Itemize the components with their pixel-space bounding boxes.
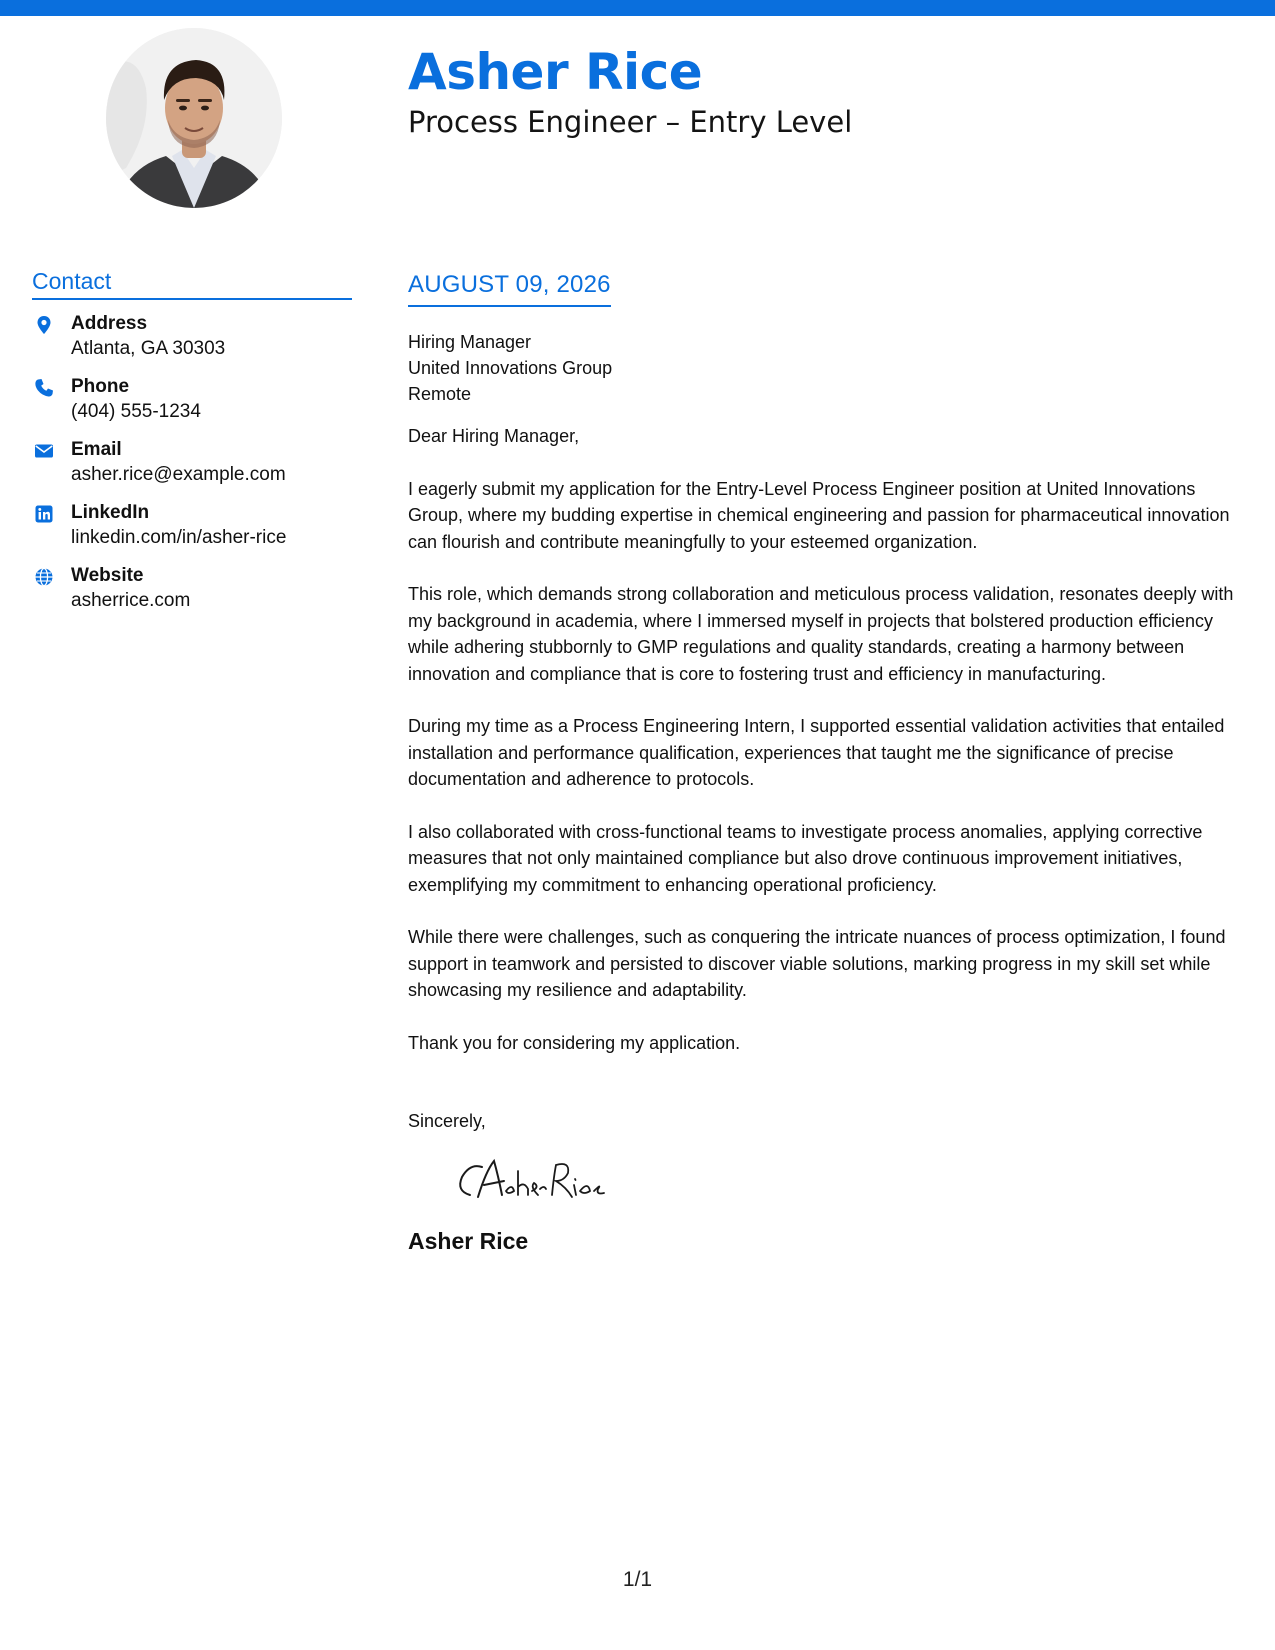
contact-value: asher.rice@example.com: [71, 464, 286, 485]
letter-paragraph: I also collaborated with cross-functional teams to investigate process anomalies, applying corrective measures that not only maintained compliance but also drove continuous improvement initiatives, exemplifying my commitment to enhancing operational proficiency.: [408, 821, 1203, 895]
contact-label: Address: [71, 313, 148, 334]
globe-icon: [34, 567, 54, 587]
map-pin-icon: [34, 315, 54, 335]
letter-paragraph: This role, which demands strong collaboration and meticulous process validation, resonates deeply with my background in academia, where I immersed myself in projects that bolstered production efficiency while adhering stubbornly to GMP regulations and quality standards, creating a harmony between innovation and compliance that is core to fostering trust and efficiency in manufacturing.: [408, 584, 1234, 684]
contact-label: Email: [71, 439, 122, 460]
recipient-line: Remote: [408, 384, 472, 404]
contact-value: Atlanta, GA 30303: [71, 338, 226, 359]
contact-list: [32, 312, 352, 627]
applicant-name: Asher Rice: [408, 43, 703, 101]
contact-item-address: [32, 312, 352, 375]
letter-paragraph: I eagerly submit my application for the Entry-Level Process Engineer position at United Innovations Group, where my budding expertise in chemical engineering and passion for pharmaceutical innovation can flourish and contribute meaningfully to your esteemed organization.: [408, 478, 1230, 552]
contact-item-linkedin: [32, 501, 352, 564]
phone-icon: [34, 378, 54, 398]
contact-sidebar: [32, 266, 352, 627]
letter-body: [408, 270, 1248, 1256]
contact-item-website: [32, 564, 352, 627]
letter-date: AUGUST 09, 2026: [408, 270, 611, 307]
contact-item-phone: [32, 375, 352, 438]
linkedin-icon: [34, 504, 54, 524]
contact-label: Website: [71, 565, 144, 586]
profile-photo: [106, 28, 282, 208]
top-accent-bar: [0, 0, 1275, 16]
closing: Sincerely,: [408, 1111, 486, 1131]
salutation: Dear Hiring Manager,: [408, 426, 580, 446]
recipient-line: United Innovations Group: [408, 358, 613, 378]
contact-label: Phone: [71, 376, 130, 397]
recipient-line: Hiring Manager: [408, 332, 532, 352]
page-number: 1/1: [622, 1568, 653, 1591]
letter-paragraph: Thank you for considering my application.: [408, 1032, 741, 1053]
contact-value: linkedin.com/in/asher-rice: [71, 527, 287, 548]
contact-item-email: [32, 438, 352, 501]
handwritten-signature: [448, 1151, 628, 1211]
contact-heading: Contact: [32, 266, 352, 300]
signer-name: Asher Rice: [408, 1228, 529, 1254]
letter-paragraph: During my time as a Process Engineering Intern, I supported essential validation activities that entailed installation and performance qualification, experiences that taught me the significance of precise documentation and adherence to protocols.: [408, 716, 1225, 789]
contact-label: LinkedIn: [71, 502, 150, 523]
letter-paragraph: While there were challenges, such as conquering the intricate nuances of process optimization, I found support in teamwork and persisted to discover viable solutions, marking progress in my skill set while showcasing my resilience and adaptability.: [408, 927, 1226, 1000]
recipient-block: [408, 329, 1248, 407]
envelope-icon: [34, 441, 54, 461]
contact-value: (404) 555-1234: [71, 401, 201, 422]
job-title: Process Engineer – Entry Level: [408, 105, 853, 139]
contact-value: asherrice.com: [71, 590, 191, 611]
